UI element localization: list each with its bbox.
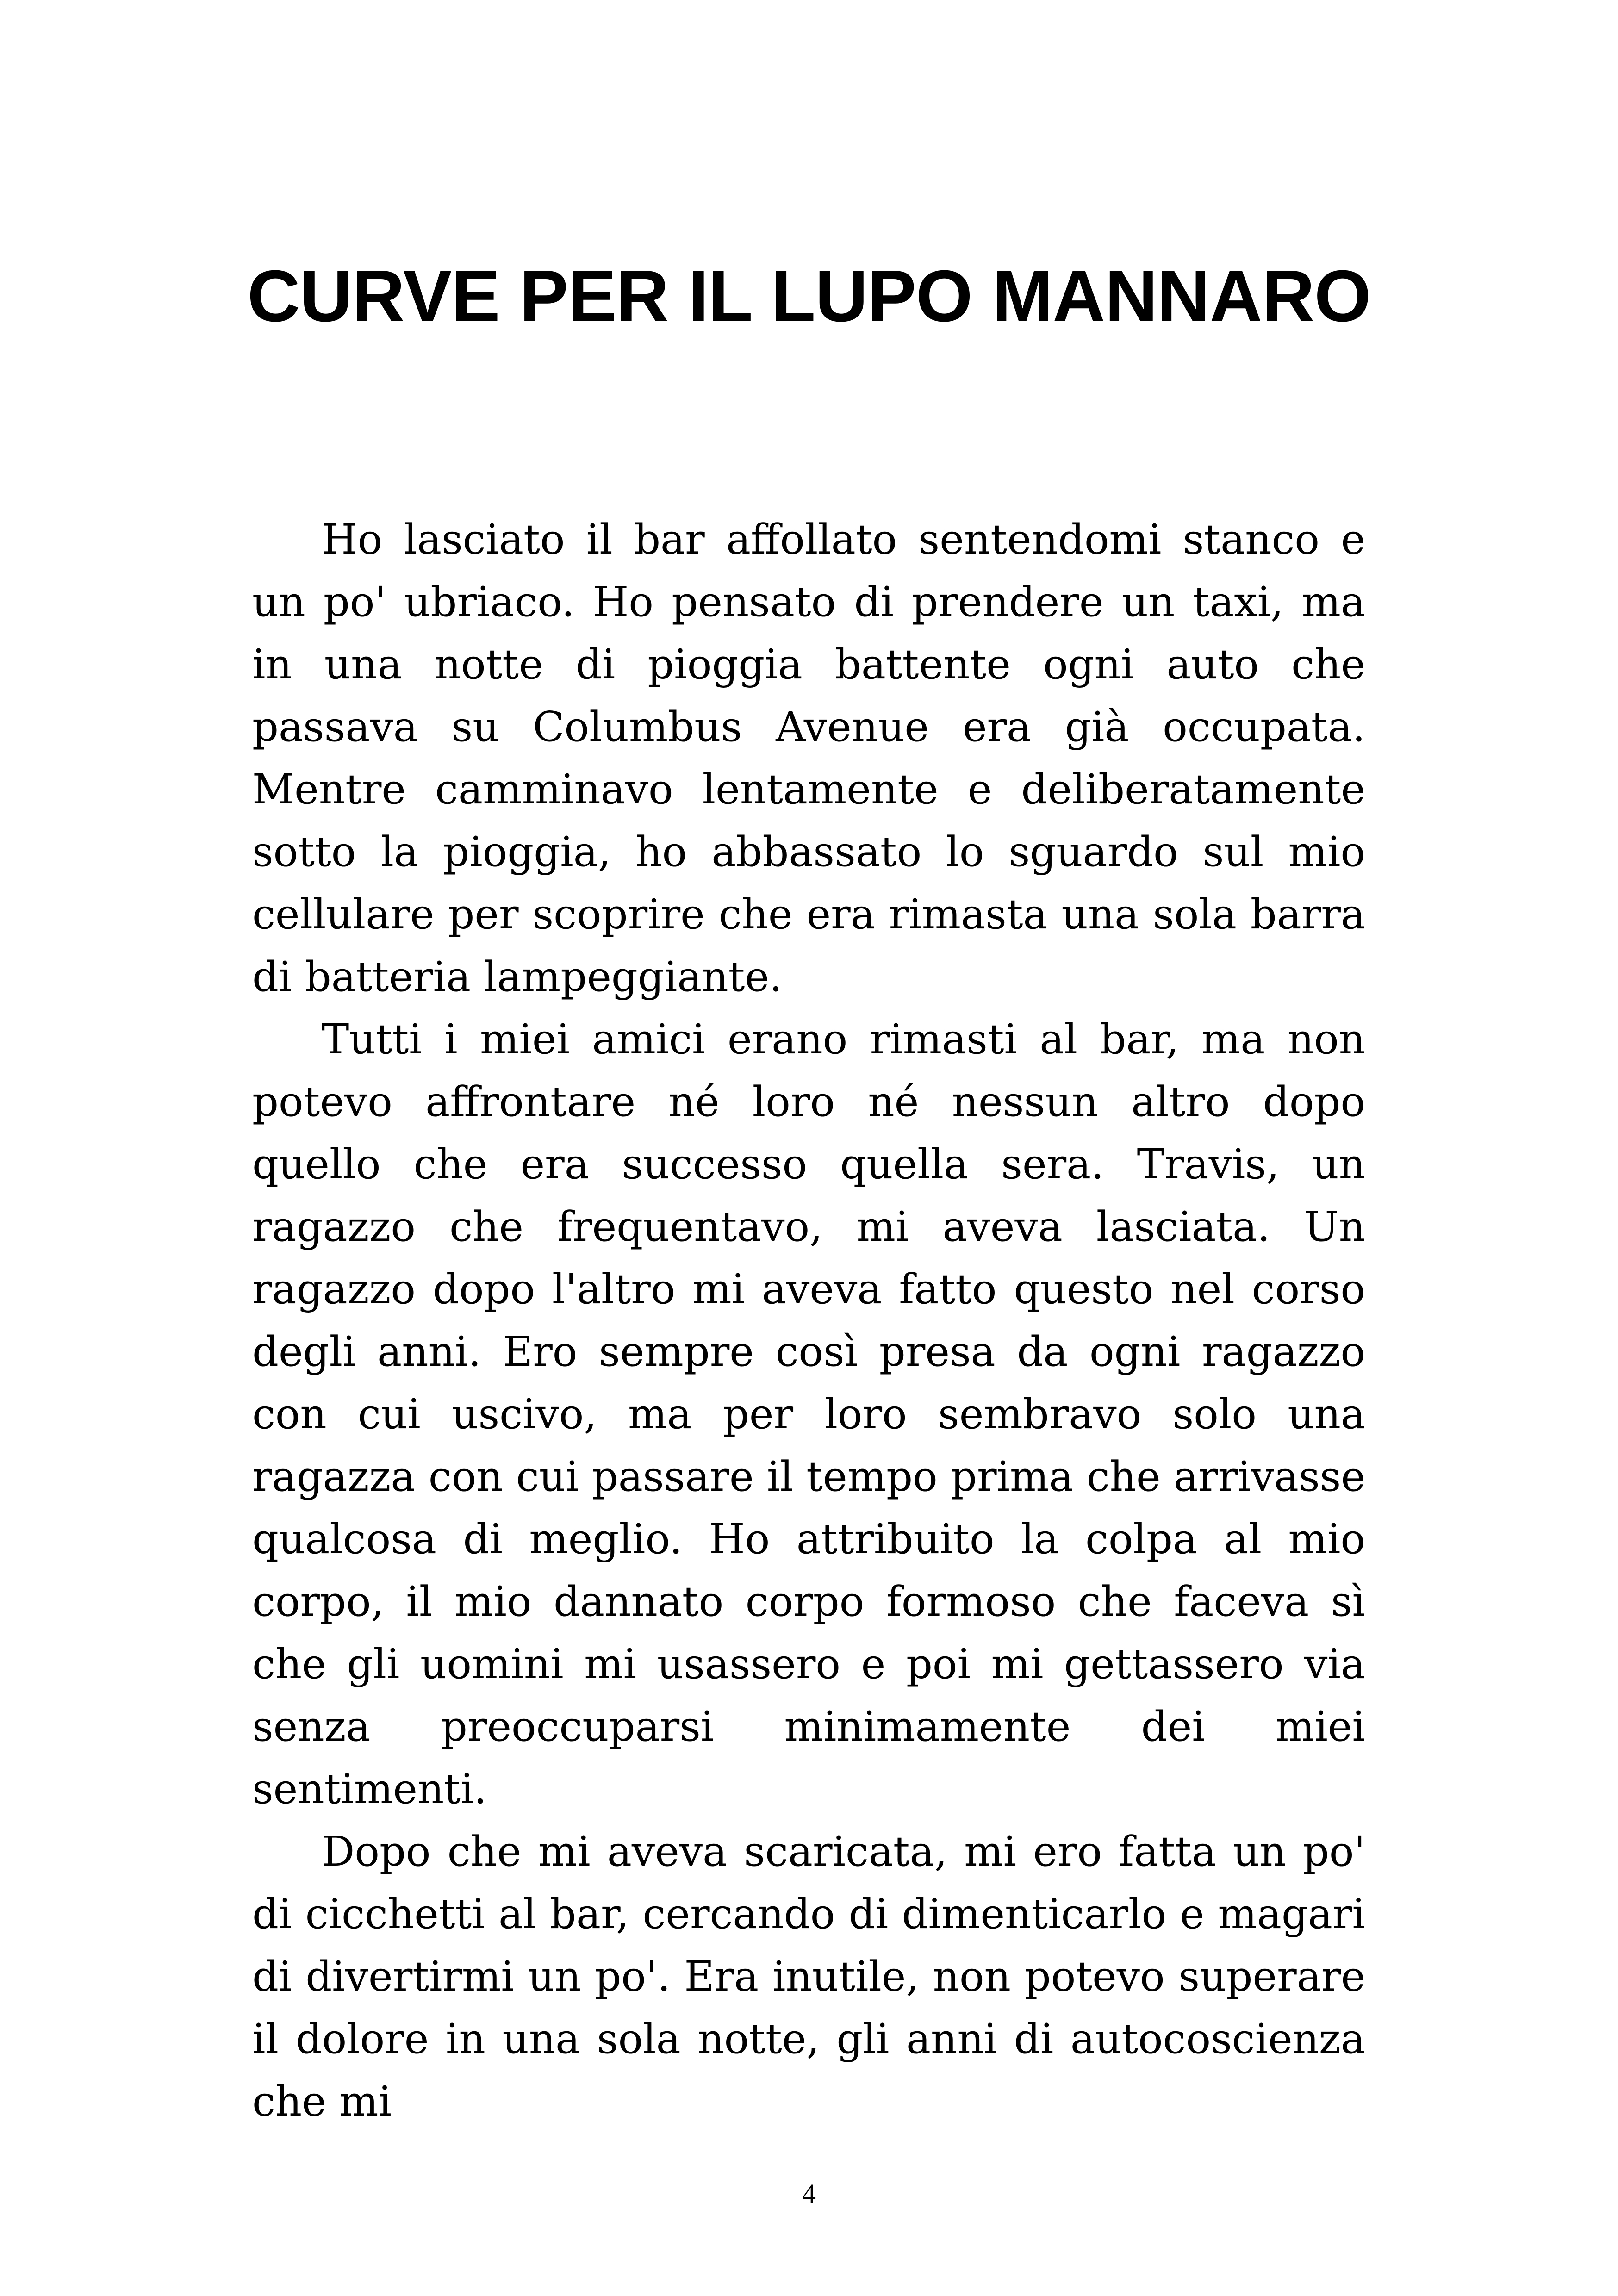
page-number: 4	[802, 2178, 816, 2209]
chapter-title: CURVE PER IL LUPO MANNARO	[247, 255, 1371, 337]
paragraph-1: Ho lasciato il bar affollato sentendomi stanco e un po' ubriaco. Ho pensato di prendere un taxi, ma in una notte di pioggia battente ogni auto che passava su Columbus Avenue era già occupata. Mentre camminavo lentamente e deliberatamente sotto la pioggia, ho abbassato lo sguardo sul mio cellulare per scoprire che era rimasta una sola barra di batteria lampeggiante.	[252, 515, 1365, 1001]
paragraph-2: Tutti i miei amici erano rimasti al bar, ma non potevo affrontare né loro né nessun altro dopo quello che era successo quella sera. Travis, un ragazzo che frequentavo, mi aveva lasciata. Un ragazzo dopo l'altro mi aveva fatto questo nel corso degli anni. Ero sempre così presa da ogni ragazzo con cui uscivo, ma per loro sembravo solo una ragazza con cui passare il tempo prima che arrivasse qualcosa di meglio. Ho attribuito la colpa al mio corpo, il mio dannato corpo formoso che faceva sì che gli uomini mi usassero e poi mi gettassero via senza preoccuparsi minimamente dei miei sentimenti.	[252, 1015, 1365, 1813]
paragraph-3: Dopo che mi aveva scaricata, mi ero fatta un po' di cicchetti al bar, cercando di dimenticarlo e magari di divertirmi un po'. Era inutile, non potevo superare il dolore in una sola notte, gli anni di autocoscienza che mi	[252, 1827, 1365, 2125]
body-text	[252, 508, 1365, 2133]
